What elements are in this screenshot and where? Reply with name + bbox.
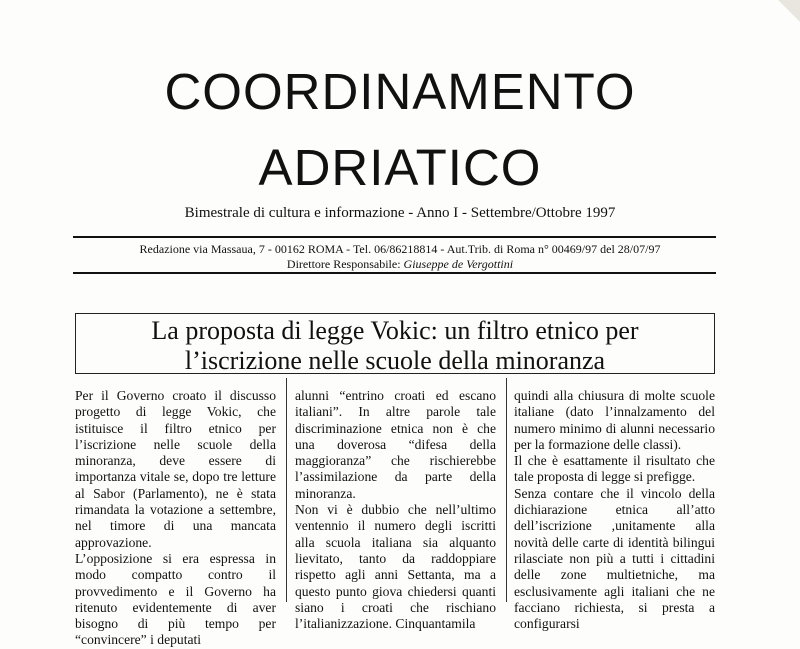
top-divider <box>73 236 716 238</box>
bottom-divider <box>73 272 716 274</box>
column-divider <box>286 378 287 602</box>
page-corner-fold <box>778 0 800 22</box>
column-divider <box>506 378 507 602</box>
editorial-address: Redazione via Massaua, 7 - 00162 ROMA - Tel. 06/86218814 - Aut.Trib. di Roma n° 00469/97 del 28/07/97 <box>139 242 661 256</box>
masthead-title-line2: ADRIATICO <box>258 139 542 196</box>
director-name: Giuseppe de Vergottini <box>403 257 514 271</box>
paragraph: alunni “entrino croati ed escano italiani”. In altre parole tale discriminazione etnica non è che una doverosa “difesa della maggioranza” che rischierebbe l’assimilazione da parte della minoranza. <box>295 388 496 501</box>
paragraph: Senza contare che il vincolo della dichiarazione etnica all’atto dell’iscrizione ,unitamente alla novità delle carte di identità bilingui rilasciate non più a tutti i cittadini delle zone multietniche, ma esclusivamente agli italiani che ne facciano richiesta, si presta a configurarsi <box>514 485 715 632</box>
paragraph: L’opposizione si era espressa in modo compatto contro il provvedimento e il Governo ha ritenuto evidentemente di aver bisogno di più tempo per “convincere” i deputati <box>75 550 276 648</box>
paragraph: Per il Governo croato il discusso progetto di legge Vokic, che istituisce il filtro etnico per l’iscrizione nelle scuole della minoranza, deve essere di importanza vitale se, dopo tre letture al Sabor (Parlamento), ne è stata rimandata la votazione a settembre, nel timore di una mancata approvazione. <box>75 388 276 550</box>
headline-line2: l’iscrizione nelle scuole della minoranza <box>184 346 606 375</box>
paragraph: Il che è esattamente il risultato che tale proposta di legge si prefigge. <box>514 453 715 485</box>
article-headline <box>75 313 715 374</box>
paragraph: quindi alla chiusura di molte scuole italiane (dato l’innalzamento del numero minimo di alunni necessario per la formazione delle classi). <box>514 388 715 452</box>
director-line <box>0 257 800 271</box>
article-column-1 <box>75 388 276 648</box>
masthead-subtitle: Bimestrale di cultura e informazione - Anno I - Settembre/Ottobre 1997 <box>184 205 616 221</box>
director-label: Direttore Responsabile: <box>286 257 401 271</box>
paragraph: Non vi è dubbio che nell’ultimo ventennio il numero degli iscritti alla scuola italiana sia alquanto lievitato, tanto da raddoppiare rispetto agli anni Settanta, ma a questo punto giova chiedersi quanti siano i croati che rischiano l’italianizzazione. Cinquantamila <box>295 502 496 632</box>
article-column-3 <box>514 388 715 632</box>
headline-line1: La proposta di legge Vokic: un filtro etnico per <box>151 316 639 345</box>
article-column-2 <box>295 388 496 632</box>
masthead-title-line1: COORDINAMENTO <box>164 63 636 120</box>
